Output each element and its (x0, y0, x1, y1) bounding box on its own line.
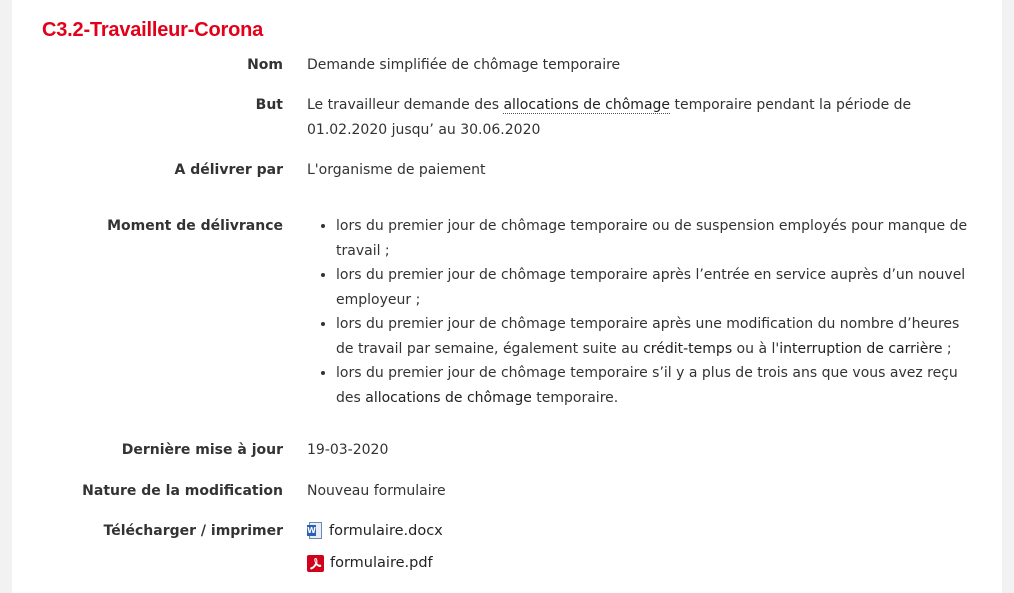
maj-label: Dernière mise à jour (121, 442, 283, 458)
list-item (336, 361, 976, 410)
list-item-text: temporaire. (531, 389, 619, 406)
but-value (307, 93, 967, 142)
list-item: • lors du premier jour de chômage temporaire ou de suspension employés pour manque de travail ; (336, 214, 976, 263)
list-item-text: ; (942, 340, 952, 357)
but-text-suffix: temporaire pendant la période de 01.02.2020 jusqu’ au 30.06.2020 (307, 97, 912, 138)
nom-label: Nom (247, 57, 283, 73)
but-label: But (255, 97, 283, 113)
telecharger-label: Télécharger / imprimer (103, 523, 283, 539)
list-item (336, 312, 976, 361)
list-item-text: lors du premier jour de chômage temporaire s’il y a plus de trois ans que vous avez reçu des (336, 365, 958, 406)
allocations-chomage-link[interactable]: allocations de chômage (503, 97, 671, 113)
nature-label: Nature de la modification (82, 483, 283, 499)
pdf-download-label[interactable]: formulaire.pdf (330, 555, 433, 571)
but-text-prefix: Le travailleur demande des (307, 97, 504, 113)
word-document-icon: W (307, 522, 323, 540)
delivrer-value: L'organisme de paiement (307, 162, 486, 178)
moment-list (319, 214, 976, 410)
docx-download-link[interactable] (307, 521, 443, 541)
docx-download-label[interactable]: formulaire.docx (329, 523, 443, 539)
pdf-document-icon (307, 555, 324, 572)
interruption-carriere-link[interactable]: interruption de carrière (779, 340, 943, 357)
list-item: • lors du premier jour de chômage temporaire après l’entrée en service auprès d’un nouvel employeur ; (336, 263, 976, 312)
pdf-download-link[interactable] (307, 553, 433, 573)
nature-value: Nouveau formulaire (307, 483, 446, 499)
moment-label: Moment de délivrance (107, 218, 283, 234)
credit-temps-link[interactable]: crédit-temps (643, 340, 733, 357)
list-item-text: lors du premier jour de chômage temporaire après une modification du nombre d’heures de travail par semaine, également suite au (336, 316, 960, 357)
list-item-text: ou à l' (732, 340, 780, 357)
page-title: C3.2-Travailleur-Corona (42, 19, 264, 41)
content-panel (12, 0, 1002, 593)
nom-value: Demande simplifiée de chômage temporaire (307, 57, 621, 73)
delivrer-label: A délivrer par (174, 162, 283, 178)
allocations-chomage-link-2[interactable]: allocations de chômage (365, 389, 532, 406)
maj-value: 19-03-2020 (307, 442, 389, 458)
